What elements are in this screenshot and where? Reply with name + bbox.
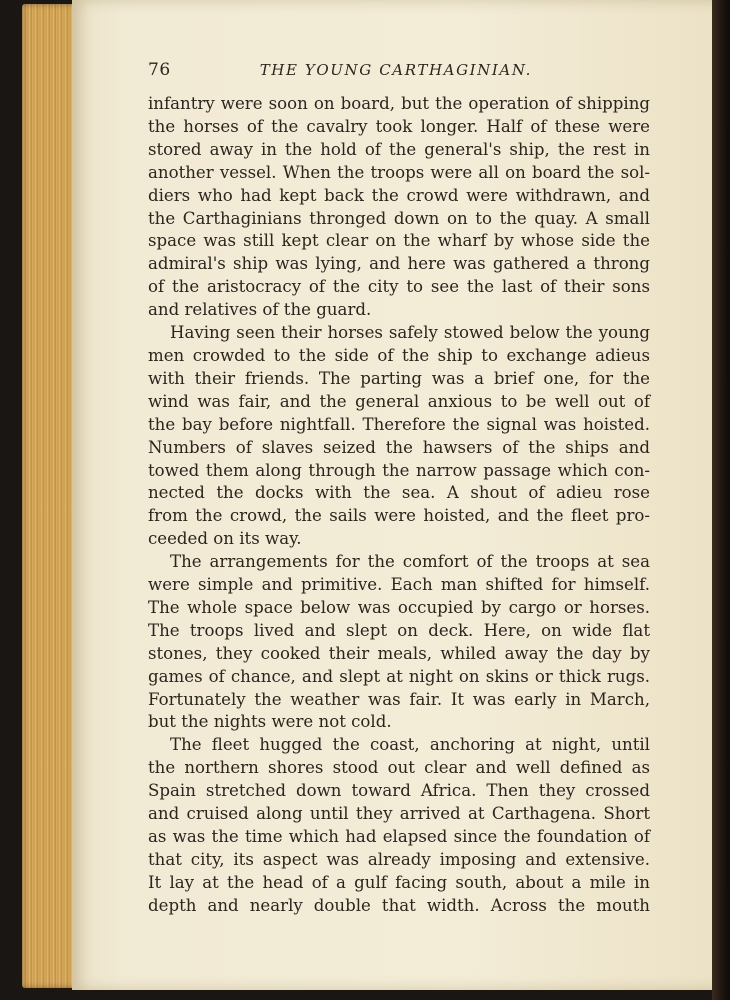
text-line: and cruised along until they arrived at Carthagena. Short (148, 804, 650, 824)
text-line: men crowded to the side of the ship to exchange adieus (148, 345, 650, 365)
body-text (148, 93, 650, 918)
text-line: as was the time which had elapsed since the foundation of (148, 827, 650, 846)
text-line: that city, its aspect was already imposing and extensive. (148, 849, 650, 869)
text-line: Having seen their horses safely stowed below the young (170, 323, 650, 343)
text-line: space was still kept clear on the wharf by whose side the (148, 231, 650, 251)
text-line: The troops lived and slept on deck. Here, on wide flat (148, 620, 650, 640)
book-cover-edge (712, 0, 730, 1000)
text-line: stored away in the hold of the general's ship, the rest in (148, 139, 650, 159)
text-line: stones, they cooked their meals, whiled away the day by (148, 643, 650, 663)
text-line: Spain stretched down toward Africa. Then they crossed (148, 781, 650, 801)
text-line: towed them along through the narrow passage which con- (148, 460, 650, 480)
text-line: were simple and primitive. Each man shifted for himself. (148, 575, 650, 595)
text-line: games of chance, and slept at night on skins or thick rugs. (148, 666, 650, 686)
text-line: depth and nearly double that width. Across the mouth (148, 895, 650, 915)
text-line: and relatives of the guard. (148, 300, 372, 320)
text-line: from the crowd, the sails were hoisted, and the fleet pro- (148, 506, 650, 526)
text-line: infantry were soon on board, but the operation of shipping (148, 94, 650, 113)
text-line: of the aristocracy of the city to see the last of their sons (148, 277, 650, 297)
text-line: Fortunately the weather was fair. It was early in March, (148, 689, 650, 709)
text-line: admiral's ship was lying, and here was gathered a throng (148, 254, 650, 274)
text-line: the horses of the cavalry took longer. Half of these were (148, 116, 650, 136)
text-line: the Carthaginians thronged down on to the quay. A small (148, 208, 650, 228)
text-line: The fleet hugged the coast, anchoring at night, until (170, 735, 650, 755)
text-line: The whole space below was occupied by cargo or horses. (148, 597, 650, 617)
text-line: the northern shores stood out clear and well defined as (148, 758, 650, 778)
text-line: but the nights were not cold. (148, 712, 392, 732)
text-line: diers who had kept back the crowd were withdrawn, and (148, 185, 650, 205)
text-line: Numbers of slaves seized the hawsers of the ships and (148, 437, 650, 457)
text-line: the bay before nightfall. Therefore the signal was hoisted. (148, 414, 650, 434)
text-line: nected the docks with the sea. A shout of adieu rose (148, 483, 650, 503)
page-header (148, 60, 650, 86)
running-head: THE YOUNG CARTHAGINIAN. (259, 61, 532, 79)
text-line: another vessel. When the troops were all on board the sol- (148, 162, 650, 182)
text-line: wind was fair, and the general anxious to be well out of (148, 391, 650, 411)
text-line: with their friends. The parting was a brief one, for the (148, 368, 650, 388)
text-line: It lay at the head of a gulf facing south, about a mile in (148, 872, 650, 892)
text-line: ceeded on its way. (148, 529, 302, 549)
page-number: 76 (148, 60, 171, 80)
text-line: The arrangements for the comfort of the troops at sea (170, 552, 650, 572)
